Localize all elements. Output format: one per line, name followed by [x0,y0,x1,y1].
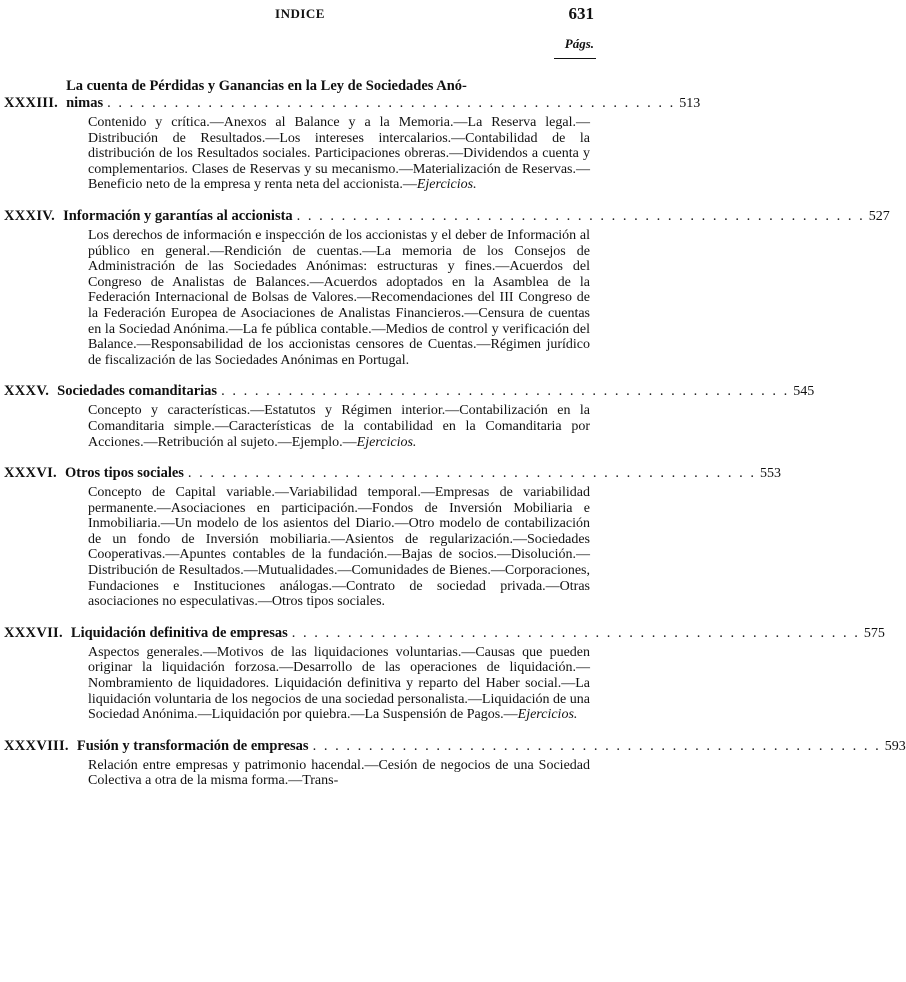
dot-leader: . . . . . . . . . . . . . . . . . . . . . . . . . . . . . . . . . . . . . . . . . . . . . . . . . . . [296,207,865,224]
pages-label-rule [554,58,596,59]
entry-heading [0,78,701,112]
chapter-page-number: 545 [793,384,815,400]
chapter-contents [88,115,590,193]
pages-column-label: Págs. [564,36,594,51]
chapter-page-number: 593 [884,738,906,754]
index-entry [0,465,782,610]
chapter-contents [88,758,590,789]
chapter-title: Liquidación definitiva de empresas [70,624,288,641]
running-head-title: INDICE [275,6,325,21]
index-entries [0,78,906,804]
dot-leader: . . . . . . . . . . . . . . . . . . . . . . . . . . . . . . . . . . . . . . . . . . . . . . . . . . . [291,624,860,641]
index-entry [0,383,815,450]
chapter-title: Otros tipos sociales [64,465,184,482]
entry-heading [0,737,906,755]
chapter-contents [88,485,590,610]
chapter-numeral: XXXVI. [4,465,57,482]
exercises-label: Ejercicios. [416,177,477,193]
chapter-title: Sociedades comanditarias [57,383,218,400]
contents-text: Los derechos de información e inspección de los accionistas y el deber de Información al público en general.—Rendición de cuentas.—La memoria de los Consejos de Administración de las Sociedades Anónimas: estructuras y fines.—Acuerdos del Congreso de Analistas de Balances.—Acuerdos adoptados en la Asamblea de la Federación Internacional de Bolsas de Valores.—Recomendaciones del III Congreso de la Federación Europea de Asociaciones de Analistas Financieros.—Censura de cuentas en la Sociedad Anónima.—La fe pública contable.—Medios de control y verificación del Balance.—Responsabilidad de los accionistas censores de Cuentas.—Régimen jurídico de fiscalización de las Sociedades Anónimas en Portugal. [88,227,590,368]
entry-heading [0,207,890,225]
exercises-label: Ejercicios. [356,434,417,450]
entry-heading [0,383,815,400]
index-entry [0,207,890,368]
chapter-page-number: 553 [760,466,782,482]
chapter-page-number: 527 [868,208,890,224]
chapter-title: Información y garantías al accionista [63,207,293,224]
contents-text: Concepto de Capital variable.—Variabilidad temporal.—Empresas de variabilidad permanente.—Asociaciones en participación.—Fondos de Inversión Mobiliaria e Inmobiliaria.—Un modelo de los asientos del Diario.—Otro modelo de contabilización de un fondo de Inversión mobiliaria.—Asientos de regularización.—Sociedades Cooperativas.—Apuntes contables de la fundación.—Bajas de socios.—Disolución.—Distribución de Resultados.—Mutualidades.—Comunidades de Bienes.—Corporaciones, Fundaciones e Instituciones análogas.—Contrato de sociedad privada.—Otras asociaciones no especulativas.—Otros tipos sociales. [88,485,590,610]
dot-leader: . . . . . . . . . . . . . . . . . . . . . . . . . . . . . . . . . . . . . . . . . . . . . . . . . . . [187,465,757,482]
entry-heading [0,465,782,482]
index-entry [0,624,885,723]
chapter-title: La cuenta de Pérdidas y Ganancias en la Ley de Sociedades Anó- [66,78,467,94]
dot-leader: . . . . . . . . . . . . . . . . . . . . . . . . . . . . . . . . . . . . . . . . . . . . . . . . . . . [107,95,676,111]
chapter-numeral: XXXIV. [4,207,56,224]
page-number: 631 [568,4,594,23]
chapter-title-continuation: nimas [66,95,104,111]
chapter-numeral: XXXIII. [4,95,59,111]
index-entry [0,737,906,789]
chapter-numeral: XXXVIII. [4,737,69,754]
dot-leader: . . . . . . . . . . . . . . . . . . . . . . . . . . . . . . . . . . . . . . . . . . . . . . . . . . . [221,383,790,400]
exercises-label: Ejercicios. [517,707,578,723]
contents-text: Aspectos generales.—Motivos de las liquidaciones voluntarias.—Causas que pueden originar la liquidación forzosa.—Desarrollo de las operaciones de liquidación.—Nombramiento de liquidadores. Liquidación definitiva y reparto del Haber social.—La liquidación voluntaria de los negocios de una sociedad personalista.—Liquidación de una Sociedad Anónima.—Liquidación por quiebra.—La Suspensión de Pagos.— [88,644,590,723]
chapter-contents [88,228,590,368]
running-head [0,4,600,28]
index-entry [0,78,701,193]
chapter-numeral: XXXV. [4,383,50,400]
contents-text: Relación entre empresas y patrimonio hacendal.—Cesión de negocios de una Sociedad Colectiva a otra de la misma forma.—Trans- [88,757,590,789]
chapter-title: Fusión y transformación de empresas [76,737,309,754]
dot-leader: . . . . . . . . . . . . . . . . . . . . . . . . . . . . . . . . . . . . . . . . . . . . . . . . . . . [312,737,881,754]
contents-text: Contenido y crítica.—Anexos al Balance y a la Memoria.—La Reserva legal.—Distribución de Resultados.—Los intereses intercalarios.—Contabilidad de la distribución de los Resultados sociales. Participaciones obreras.—Dividendos a cuenta y complementarios. Clases de Reservas y su mecanismo.—Materialización de Reservas.—Beneficio neto de la empresa y renta neta del accionista.— [88,115,590,193]
entry-heading [0,624,885,642]
chapter-numeral: XXXVII. [4,624,63,641]
chapter-page-number: 575 [863,625,885,641]
chapter-contents [88,403,590,450]
chapter-page-number: 513 [679,96,701,111]
contents-text: Concepto y características.—Estatutos y Régimen interior.—Contabilización en la Comanditaria simple.—Características de la contabilidad en la Comanditaria por Acciones.—Retribución al sujeto.—Ejemplo.— [88,403,590,450]
chapter-contents [88,645,590,723]
